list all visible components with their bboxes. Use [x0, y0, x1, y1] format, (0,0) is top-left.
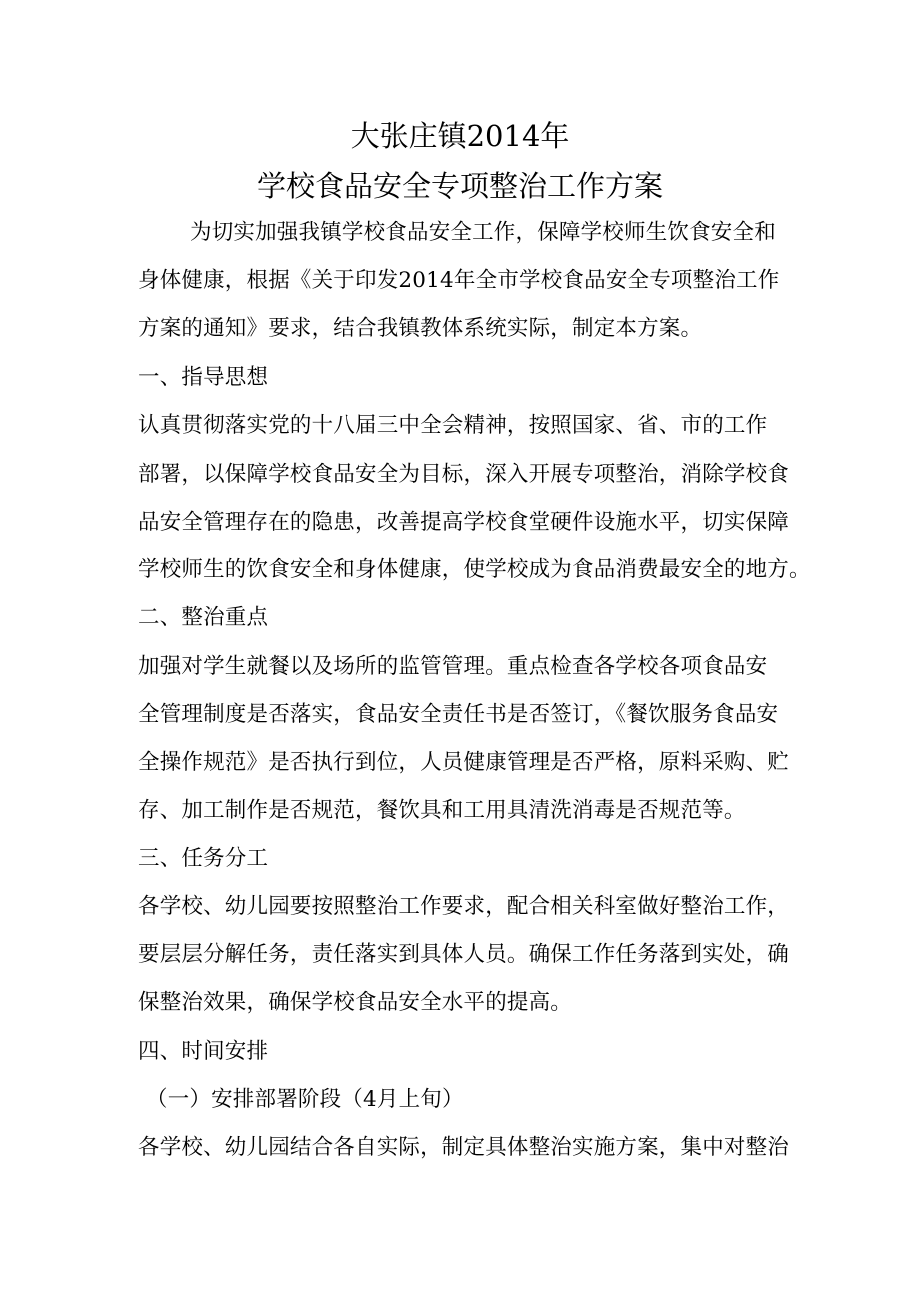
section2-heading: 二、整治重点 [138, 605, 269, 630]
intro-line-1: 为切实加强我镇学校食品安全工作，保障学校师生饮食安全和 [190, 220, 776, 245]
document-title-line1: 大张庄镇2014年 [350, 119, 570, 153]
section3-line-3: 保整治效果，确保学校食品安全水平的提高。 [138, 990, 573, 1015]
section4-sub1-heading: （一）安排部署阶段（4月上旬） [146, 1087, 464, 1112]
section3-line-1: 各学校、幼儿园要按照整治工作要求，配合相关科室做好整治工作， [138, 894, 790, 919]
section3-heading: 三、任务分工 [138, 846, 269, 871]
intro-line-3: 方案的通知》要求，结合我镇教体系统实际，制定本方案。 [138, 316, 703, 341]
section1-line-4: 学校师生的饮食安全和身体健康，使学校成为食品消费最安全的地方。 [138, 557, 811, 582]
section3-line-2: 要层层分解任务，责任落实到具体人员。确保工作任务落到实处，确 [138, 942, 790, 967]
section4-heading: 四、时间安排 [138, 1039, 269, 1064]
section2-line-4: 存、加工制作是否规范，餐饮具和工用具清洗消毒是否规范等。 [138, 798, 746, 823]
section1-heading: 一、指导思想 [138, 365, 269, 390]
section1-line-3: 品安全管理存在的隐患，改善提高学校食堂硬件设施水平，切实保障 [138, 510, 790, 535]
section1-line-2: 部署，以保障学校食品安全为目标，深入开展专项整治，消除学校食 [138, 462, 790, 487]
section2-line-2: 全管理制度是否落实，食品安全责任书是否签订，《餐饮服务食品安 [138, 702, 779, 727]
section4-line-1: 各学校、幼儿园结合各自实际，制定具体整治实施方案，集中对整治 [138, 1135, 790, 1160]
section2-line-3: 全操作规范》是否执行到位，人员健康管理是否严格，原料采购、贮 [138, 750, 790, 775]
intro-line-2: 身体健康，根据《关于印发2014年全市学校食品安全专项整治工作 [138, 268, 780, 293]
document-title-line2: 学校食品安全专项整治工作方案 [256, 169, 663, 203]
section1-line-1: 认真贯彻落实党的十八届三中全会精神，按照国家、省、市的工作 [138, 413, 768, 438]
section2-line-1: 加强对学生就餐以及场所的监管管理。重点检查各学校各项食品安 [138, 654, 768, 679]
